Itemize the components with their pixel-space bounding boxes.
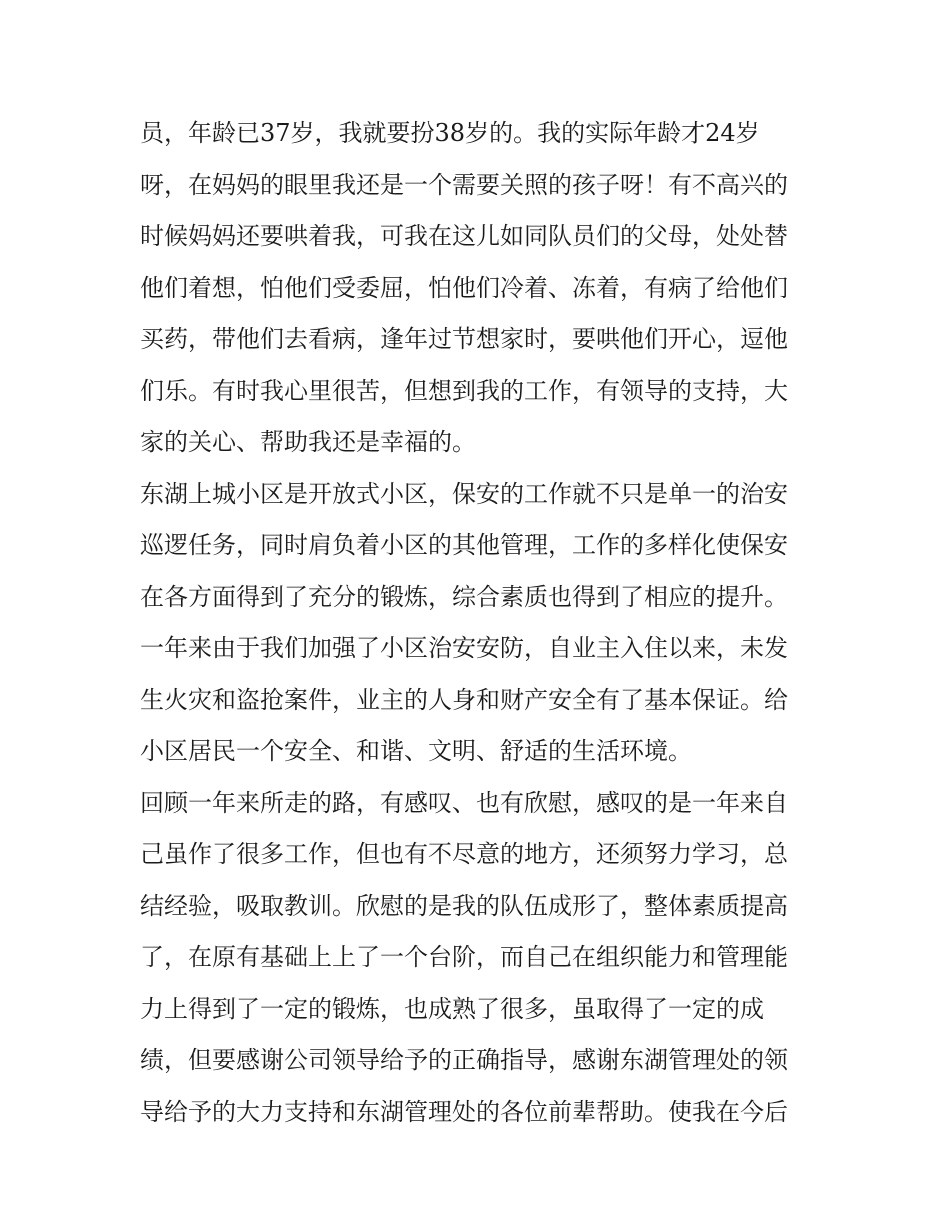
text-line: 东湖上城小区是开放式小区，保安的工作就不只是单一的治安 — [140, 479, 788, 508]
text-line: 他们着想，怕他们受委屈，怕他们冷着、冻着，有病了给他们 — [140, 273, 788, 302]
text-line: 一年来由于我们加强了小区治安安防，自业主入住以来，未发 — [140, 634, 788, 662]
text-line: 家的关心、帮助我还是幸福的。 — [140, 428, 476, 456]
text-line: 们乐。有时我心里很苦，但想到我的工作，有领导的支持，大 — [140, 376, 788, 405]
body-text — [140, 108, 820, 1138]
text-line: 结经验，吸取教训。欣慰的是我的队伍成形了，整体素质提高 — [140, 891, 788, 920]
text-line: 巡逻任务，同时肩负着小区的其他管理，工作的多样化使保安 — [140, 531, 788, 559]
text-line: 回顾一年来所走的路，有感叹、也有欣慰，感叹的是一年来自 — [140, 788, 788, 817]
text-line: 时候妈妈还要哄着我，可我在这儿如同队员们的父母，处处替 — [140, 222, 788, 250]
text-line: 导给予的大力支持和东湖管理处的各位前辈帮助。使我在今后 — [140, 1097, 788, 1126]
text-line: 了，在原有基础上上了一个台阶，而自己在组织能力和管理能 — [140, 943, 788, 971]
text-line: 小区居民一个安全、和谐、文明、舒适的生活环境。 — [140, 737, 692, 765]
text-line: 生火灾和盗抢案件，业主的人身和财产安全有了基本保证。给 — [140, 685, 788, 714]
text-line: 己虽作了很多工作，但也有不尽意的地方，还须努力学习，总 — [140, 840, 788, 868]
text-line: 员，年龄已37岁，我就要扮38岁的。我的实际年龄才24岁 — [140, 119, 760, 147]
text-line: 呀，在妈妈的眼里我还是一个需要关照的孩子呀！有不高兴的 — [140, 170, 788, 199]
text-line: 在各方面得到了充分的锻炼，综合素质也得到了相应的提升。 — [140, 582, 788, 611]
text-line: 力上得到了一定的锻炼，也成熟了很多，虽取得了一定的成 — [140, 994, 764, 1023]
text-line: 买药，带他们去看病，逢年过节想家时，要哄他们开心，逗他 — [140, 325, 788, 353]
text-line: 绩，但要感谢公司领导给予的正确指导，感谢东湖管理处的领 — [140, 1046, 788, 1074]
